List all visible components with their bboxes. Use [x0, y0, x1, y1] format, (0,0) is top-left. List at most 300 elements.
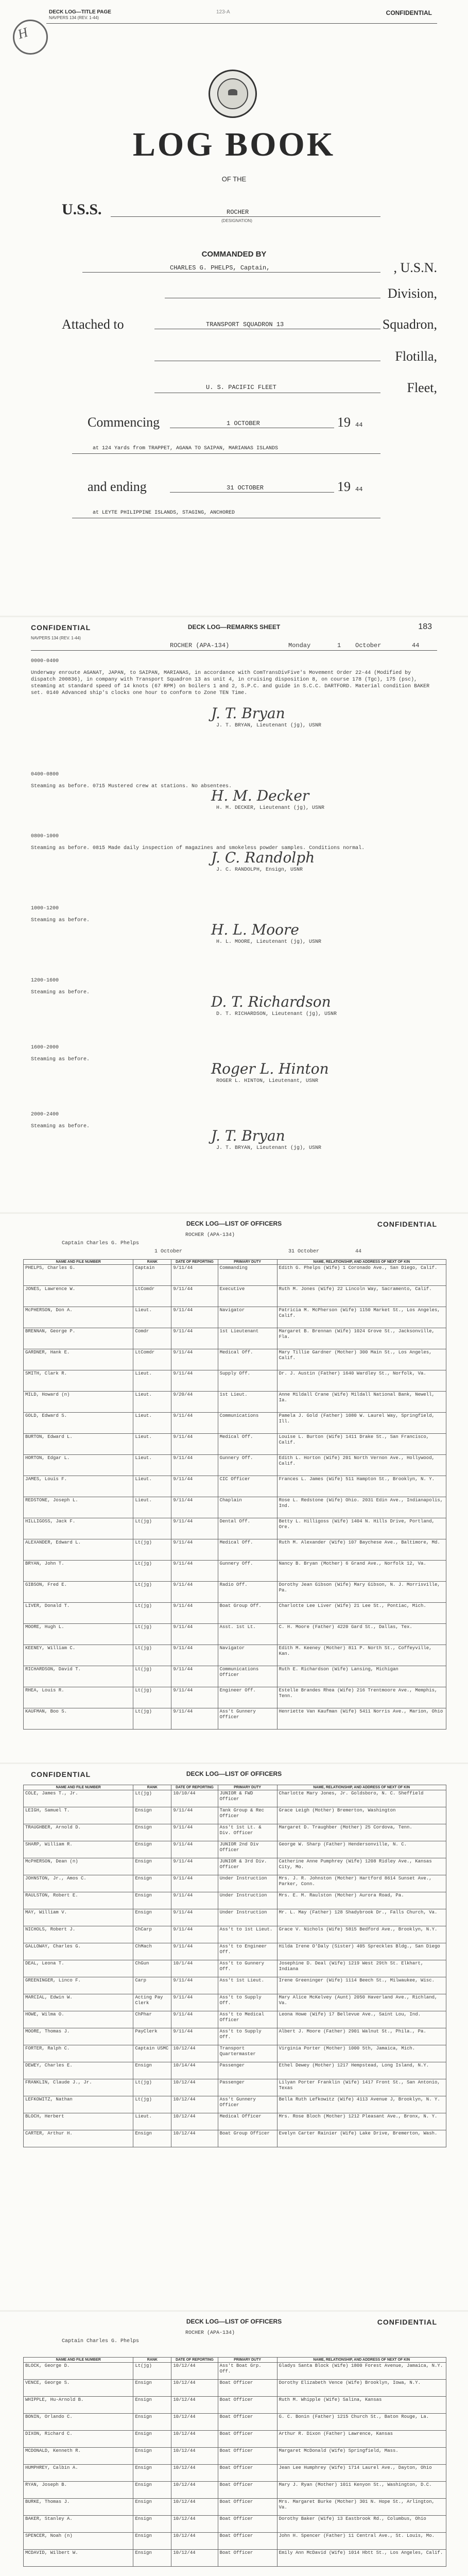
form-id: NAVPERS 134 (REV. 1-44): [49, 15, 99, 20]
officer-name: GIBSON, Fred E.: [24, 1582, 133, 1603]
officer-name: RYAN, Joseph B.: [24, 2482, 133, 2499]
officer-rank: Lt(jg): [133, 1561, 171, 1582]
reporting-date: 10/1/44: [171, 1960, 218, 1977]
table-row: [24, 1687, 446, 1708]
primary-duty: Gunnery Off.: [218, 1561, 277, 1582]
officers-from: 1 October: [154, 1249, 183, 1255]
reporting-date: 9/11/44: [171, 1666, 218, 1687]
next-of-kin: Emily Ann McDavid (Wife) 1014 Hbtt St., Los Angeles, Calif.: [277, 2550, 446, 2567]
officer-rank: Lieut.: [133, 2113, 171, 2130]
officer-name: DEWEY, Charles E.: [24, 2062, 133, 2079]
column-header: NAME AND FILE NUMBER: [24, 1260, 133, 1265]
squadron-value: TRANSPORT SQUADRON 13: [206, 321, 284, 328]
remarks-sheet: [0, 617, 468, 1212]
watch-remarks: Steaming as before. 0815 Made daily inspection of magazines and smokeless powder samples. Conditions normal.: [31, 845, 365, 851]
table-row: [24, 1624, 446, 1645]
officer-name: BURKE, Thomas J.: [24, 2499, 133, 2516]
reporting-date: 9/11/44: [171, 1994, 218, 2011]
primary-duty: Medical Officer: [218, 2113, 277, 2130]
officer-rank: Lieut.: [133, 1307, 171, 1328]
table-row: [24, 1666, 446, 1687]
officer-name: McPHERSON, Dean (n): [24, 1858, 133, 1875]
navy-seal-icon: [209, 70, 257, 118]
officers-header-right: CONFIDENTIAL: [377, 1220, 437, 1228]
officers-ship: ROCHER (APA-134): [185, 1232, 235, 1238]
officer-name: GREENINGER, Linco F.: [24, 1977, 133, 1994]
table-row: [24, 2414, 446, 2431]
table-row: [24, 1518, 446, 1539]
officer-name: DEAL, Leona T.: [24, 1960, 133, 1977]
officer-name: MOORE, Hugh L.: [24, 1624, 133, 1645]
table-row: [24, 1413, 446, 1434]
watch-remarks: Steaming as before.: [31, 918, 90, 923]
next-of-kin: Hilda Irene O'Daly (Sister) 405 Spreckles Bldg., San Diego: [277, 1943, 446, 1960]
reporting-date: 9/11/44: [171, 1977, 218, 1994]
remarks-year: 44: [412, 642, 420, 649]
table-row: [24, 1708, 446, 1730]
reporting-date: 10/12/44: [171, 2363, 218, 2380]
officer-name: BRENNAN, George P.: [24, 1328, 133, 1349]
next-of-kin: Frances L. James (Wife) 511 Hampton St., Brooklyn, N. Y.: [277, 1476, 446, 1497]
officer-name: MCDAVID, Wilbert W.: [24, 2550, 133, 2567]
next-of-kin: Dorothy Elizabeth Vence (Wife) Brooklyn, Iowa, N.Y.: [277, 2380, 446, 2397]
table-row: [24, 2363, 446, 2380]
primary-duty: Ass't to Supply Off.: [218, 2028, 277, 2045]
officer-rank: Ensign: [133, 2516, 171, 2533]
primary-duty: Under Instruction: [218, 1909, 277, 1926]
reporting-date: 10/12/44: [171, 2533, 218, 2550]
watch-period: 2000-2400: [31, 1112, 59, 1117]
table-row: [24, 1476, 446, 1497]
column-header: PRIMARY DUTY: [218, 2358, 277, 2363]
officer-name: VENCE, George S.: [24, 2380, 133, 2397]
reporting-date: 9/11/44: [171, 1265, 218, 1286]
primary-duty: Boat Officer: [218, 2414, 277, 2431]
primary-duty: Boat Group Officer: [218, 2130, 277, 2147]
next-of-kin: Edith M. Keeney (Mother) 811 P. North St., Coffeyville, Kan.: [277, 1645, 446, 1666]
officer-name: RHEA, Louis R.: [24, 1687, 133, 1708]
primary-duty: Medical Off.: [218, 1434, 277, 1455]
table-row: [24, 2380, 446, 2397]
officer-name: MAY, William V.: [24, 1909, 133, 1926]
reporting-date: 9/11/44: [171, 1603, 218, 1624]
next-of-kin: Rose L. Redstone (Wife) Ohio. 2031 Edin Ave., Indianapolis, Ind.: [277, 1497, 446, 1518]
reporting-date: 9/11/44: [171, 1476, 218, 1497]
reporting-date: 9/11/44: [171, 1909, 218, 1926]
officer-rank: Lt(jg): [133, 1518, 171, 1539]
officer-name: McPHERSON, Don A.: [24, 1307, 133, 1328]
officer-rank: Lieut.: [133, 1434, 171, 1455]
primary-duty: Ass't to Medical Officer: [218, 2011, 277, 2028]
reporting-date: 9/11/44: [171, 1687, 218, 1708]
reporting-date: 9/11/44: [171, 1807, 218, 1824]
officer-rank: Ensign: [133, 1858, 171, 1875]
remarks-form-id: NAVPERS 134 (REV. 1-44): [31, 636, 81, 640]
primary-duty: Boat Officer: [218, 2499, 277, 2516]
officer-rank: Captain: [133, 1265, 171, 1286]
next-of-kin: Grace V. Nichols (Wife) 5815 Bedford Ave., Brooklyn, N.Y.: [277, 1926, 446, 1943]
officer-name: LIVER, Donald T.: [24, 1603, 133, 1624]
primary-duty: Boat Officer: [218, 2516, 277, 2533]
officer-rank: Ensign: [133, 2397, 171, 2414]
watch-period: 0800-1000: [31, 834, 59, 839]
primary-duty: 1st Lieutenant: [218, 1328, 277, 1349]
officers-header-center: DECK LOG—LIST OF OFFICERS: [186, 1220, 282, 1227]
officer-rank: ChPhar: [133, 2011, 171, 2028]
officer-name: MOORE, Thomas J.: [24, 2028, 133, 2045]
officer-rank: Lieut.: [133, 1413, 171, 1434]
primary-duty: Asst. 1st Lt.: [218, 1624, 277, 1645]
next-of-kin: Mrs. Rose Bloch (Mother) 1212 Pleasant Ave., Bronx, N. Y.: [277, 2113, 446, 2130]
officer-name: DIXON, Richard C.: [24, 2431, 133, 2448]
commanded-by: COMMANDED BY: [201, 250, 267, 259]
table-row: [24, 2465, 446, 2482]
commencing-at: at 124 Yards from TRAPPET, AGANA TO SAIPAN, MARIANAS ISLANDS: [93, 446, 279, 451]
table-row: [24, 1307, 446, 1328]
reporting-date: 9/11/44: [171, 1518, 218, 1539]
commencing-label: Commencing: [88, 415, 160, 430]
next-of-kin: C. H. Moore (Father) 4220 Gard St., Dallas, Tex.: [277, 1624, 446, 1645]
table-row: [24, 1790, 446, 1807]
column-header: PRIMARY DUTY: [218, 1260, 277, 1265]
reporting-date: 10/10/44: [171, 1790, 218, 1807]
officer-name: LEIGH, Samuel T.: [24, 1807, 133, 1824]
column-header: RANK: [133, 1260, 171, 1265]
column-header: DATE OF REPORTING: [171, 1260, 218, 1265]
officer-rank: Ensign: [133, 2380, 171, 2397]
primary-duty: Tank Group & Rec Officer: [218, 1807, 277, 1824]
table-row: [24, 2096, 446, 2113]
officers3-header-center: DECK LOG—LIST OF OFFICERS: [186, 2318, 282, 2325]
division-label: Division,: [387, 286, 437, 301]
primary-duty: Dental Off.: [218, 1518, 277, 1539]
reporting-date: 9/11/44: [171, 1645, 218, 1666]
reporting-date: 10/12/44: [171, 2113, 218, 2130]
officers-commander: Captain Charles G. Phelps: [62, 1241, 140, 1246]
officer-signature: J. T. Bryan: [211, 705, 285, 722]
table-row: [24, 2431, 446, 2448]
reporting-date: 9/11/44: [171, 1328, 218, 1349]
officer-name: NICHOLS, Robert J.: [24, 1926, 133, 1943]
column-header: NAME AND FILE NUMBER: [24, 2358, 133, 2363]
table-row: [24, 1434, 446, 1455]
officer-rank: Ensign: [133, 2414, 171, 2431]
reporting-date: 9/11/44: [171, 1824, 218, 1841]
primary-duty: Boat Officer: [218, 2397, 277, 2414]
officer-name: JONES, Lawrence W.: [24, 1286, 133, 1307]
next-of-kin: Charlotte Mary Jones, Jr. Goldsboro, N. C. Sheffield: [277, 1790, 446, 1807]
next-of-kin: Gladys Santa Block (Wife) 1800 Forest Avenue, Jamaica, N.Y.: [277, 2363, 446, 2380]
column-header: NAME, RELATIONSHIP, AND ADDRESS OF NEXT OF KIN: [277, 1785, 446, 1790]
table-row: [24, 1265, 446, 1286]
table-row: [24, 1875, 446, 1892]
next-of-kin: Jean Lee Humphrey (Wife) 1714 Laurel Ave., Dayton, Ohio: [277, 2465, 446, 2482]
next-of-kin: Edith L. Horton (Wife) 201 North Vernon Ave., Hollywood, Calif.: [277, 1455, 446, 1476]
next-of-kin: Mrs. J. R. Johnston (Mother) Hartford 8614 Sunset Ave., Parker, Conn.: [277, 1875, 446, 1892]
primary-duty: Navigator: [218, 1307, 277, 1328]
next-of-kin: Ethel Dewey (Mother) 1217 Hempstead, Long Island, N.Y.: [277, 2062, 446, 2079]
table-row: [24, 2448, 446, 2465]
signature-line: J. T. BRYAN, Lieutenant (jg), USNR: [216, 723, 322, 728]
ending-value: 31 OCTOBER: [227, 484, 264, 492]
officer-name: MARCIAL, Edwin W.: [24, 1994, 133, 2011]
officer-name: BONIN, Orlando C.: [24, 2414, 133, 2431]
next-of-kin: Anne Mildall Crane (Wife) Mildall National Bank, Newell, Ia.: [277, 1392, 446, 1413]
primary-duty: JUNIOR & FWD Officer: [218, 1790, 277, 1807]
officer-signature: H. L. Moore: [211, 921, 299, 938]
primary-duty: Boat Officer: [218, 2431, 277, 2448]
table-row: [24, 2130, 446, 2147]
table-row: [24, 1582, 446, 1603]
table-row: [24, 1943, 446, 1960]
remarks-month: October: [355, 642, 382, 649]
officer-rank: LtComdr: [133, 1349, 171, 1370]
reporting-date: 9/11/44: [171, 1349, 218, 1370]
column-header: NAME, RELATIONSHIP, AND ADDRESS OF NEXT OF KIN: [277, 1260, 446, 1265]
reporting-date: 10/12/44: [171, 2380, 218, 2397]
officer-rank: Lieut.: [133, 1497, 171, 1518]
officer-rank: Lt(jg): [133, 1582, 171, 1603]
reporting-date: 10/12/44: [171, 2516, 218, 2533]
officer-name: JOHNSTON, Jr., Amos C.: [24, 1875, 133, 1892]
year-value: 44: [355, 421, 363, 429]
officer-rank: Ensign: [133, 2482, 171, 2499]
usn-label: , U.S.N.: [393, 260, 437, 275]
ending-at: at LEYTE PHILIPPINE ISLANDS, STAGING, ANCHORED: [93, 510, 235, 516]
reporting-date: 9/11/44: [171, 1926, 218, 1943]
officer-name: WHIPPLE, Hu-Arnold B.: [24, 2397, 133, 2414]
designation-label: (DESIGNATION): [221, 218, 252, 223]
signature-line: H. M. DECKER, Lieutenant (jg), USNR: [216, 805, 325, 811]
primary-duty: Communications Officer: [218, 1666, 277, 1687]
officer-rank: PayClerk: [133, 2028, 171, 2045]
officer-rank: Comdr: [133, 1328, 171, 1349]
primary-duty: JUNIOR & 3rd Div. Officer: [218, 1858, 277, 1875]
primary-duty: JUNIOR 2nd Div Officer: [218, 1841, 277, 1858]
table-row: [24, 2482, 446, 2499]
reporting-date: 9/11/44: [171, 1582, 218, 1603]
next-of-kin: Dorothy Jean Gibson (Wife) Mary Gibson, N. J. Morrisville, Pa.: [277, 1582, 446, 1603]
officer-rank: Lieut.: [133, 1476, 171, 1497]
reporting-date: 9/11/44: [171, 1841, 218, 1858]
officer-name: MILD, Howard (n): [24, 1392, 133, 1413]
officer-rank: Lt(jg): [133, 2079, 171, 2096]
reporting-date: 9/11/44: [171, 1875, 218, 1892]
next-of-kin: Ruth M. Alexander (Wife) 107 Baychese Ave., Baltimore, Md.: [277, 1539, 446, 1561]
reporting-date: 9/11/44: [171, 1624, 218, 1645]
table-row: [24, 1539, 446, 1561]
reporting-date: 10/12/44: [171, 2130, 218, 2147]
primary-duty: Ass't Gunnery Officer: [218, 1708, 277, 1730]
next-of-kin: Betty L. Hilligoss (Wife) 1404 N. Hills Drive, Portland, Ore.: [277, 1518, 446, 1539]
officer-rank: ChGun: [133, 1960, 171, 1977]
primary-duty: Under Instruction: [218, 1875, 277, 1892]
signature-line: J. C. RANDOLPH, Ensign, USNR: [216, 867, 303, 873]
primary-duty: Radio Off.: [218, 1582, 277, 1603]
officer-rank: Lt(jg): [133, 1539, 171, 1561]
officer-name: REDSTONE, Joseph L.: [24, 1497, 133, 1518]
officer-name: BURTON, Edward L.: [24, 1434, 133, 1455]
table-row: [24, 2550, 446, 2567]
table-row: [24, 1328, 446, 1349]
officer-name: BRYAN, John T.: [24, 1561, 133, 1582]
table-row: [24, 2113, 446, 2130]
reporting-date: 9/11/44: [171, 1370, 218, 1392]
next-of-kin: Margaret McDonald (Wife) Springfield, Mass.: [277, 2448, 446, 2465]
table-row: [24, 2011, 446, 2028]
of-the-label: OF THE: [221, 175, 247, 183]
officer-signature: Roger L. Hinton: [211, 1060, 329, 1077]
remarks-page-num: 183: [418, 622, 432, 631]
primary-duty: Passenger: [218, 2062, 277, 2079]
next-of-kin: Estelle Brandes Rhea (Wife) 216 Trentmoore Ave., Memphis, Tenn.: [277, 1687, 446, 1708]
next-of-kin: Evelyn Carter Rainier (Wife) Lake Drive, Bremerton, Wash.: [277, 2130, 446, 2147]
table-row: [24, 1286, 446, 1307]
table-row: [24, 1824, 446, 1841]
officer-name: SHARP, William R.: [24, 1841, 133, 1858]
reporting-date: 10/12/44: [171, 2414, 218, 2431]
watch-remarks: Steaming as before.: [31, 1057, 90, 1062]
reporting-date: 9/11/44: [171, 1497, 218, 1518]
signature-line: ROGER L. HINTON, Lieutenant, USNR: [216, 1078, 319, 1084]
officers-year: 44: [355, 1249, 362, 1255]
table-row: [24, 1926, 446, 1943]
officer-rank: Ensign: [133, 2130, 171, 2147]
watch-period: 0400-0800: [31, 772, 59, 777]
title-header-left: DECK LOG—TITLE PAGE: [49, 9, 111, 15]
year2-label: 19: [337, 479, 351, 494]
next-of-kin: Bella Ruth Lefkowitz (Wife) 4113 Avenue J, Brooklyn, N. Y.: [277, 2096, 446, 2113]
reporting-date: 10/12/44: [171, 2079, 218, 2096]
officer-name: MCDONALD, Kenneth R.: [24, 2448, 133, 2465]
officer-name: TRAUGHBER, Arnold D.: [24, 1824, 133, 1841]
next-of-kin: Mary Alice McKelvey (Aunt) 2050 Haverland Ave., Richland, Va.: [277, 1994, 446, 2011]
circle-stamp-text: H: [15, 24, 30, 42]
primary-duty: Ass't 1st Lt. & Div. Officer: [218, 1824, 277, 1841]
officer-rank: Ensign: [133, 1892, 171, 1909]
table-row: [24, 1858, 446, 1875]
signature-line: J. T. BRYAN, Lieutenant (jg), USNR: [216, 1145, 322, 1151]
primary-duty: Ass't to Supply Off.: [218, 1994, 277, 2011]
officer-rank: Ensign: [133, 2465, 171, 2482]
officer-signature: J. C. Randolph: [211, 849, 315, 866]
table-row: [24, 2397, 446, 2414]
column-header: RANK: [133, 1785, 171, 1790]
reporting-date: 9/11/44: [171, 2011, 218, 2028]
reporting-date: 10/12/44: [171, 2482, 218, 2499]
next-of-kin: Patricia M. McPherson (Wife) 1150 Market St., Los Angeles, Calif.: [277, 1307, 446, 1328]
officers-page-3: [0, 2312, 468, 2576]
signature-line: D. T. RICHARDSON, Lieutenant (jg), USNR: [216, 1011, 337, 1017]
primary-duty: Boat Officer: [218, 2482, 277, 2499]
officer-rank: Acting Pay Clerk: [133, 1994, 171, 2011]
primary-duty: Boat Officer: [218, 2465, 277, 2482]
next-of-kin: Dorothy Baker (Wife) 13 Eastbrook Rd., Columbus, Ohio: [277, 2516, 446, 2533]
officer-name: GOLD, Edward S.: [24, 1413, 133, 1434]
table-row: [24, 1841, 446, 1858]
officer-name: BLOCK, George D.: [24, 2363, 133, 2380]
next-of-kin: Charlotte Lee Liver (Wife) 21 Lee St., Pontiac, Mich.: [277, 1603, 446, 1624]
officer-rank: Ensign: [133, 2550, 171, 2567]
officer-rank: Ensign: [133, 2062, 171, 2079]
officer-rank: Lt(jg): [133, 1708, 171, 1730]
primary-duty: 1st Lieut.: [218, 1392, 277, 1413]
primary-duty: Gunnery Off.: [218, 1455, 277, 1476]
next-of-kin: Ruth M. Jones (Wife) 22 Lincoln Way, Sacramento, Calif.: [277, 1286, 446, 1307]
officer-rank: Ensign: [133, 1807, 171, 1824]
title-page: [0, 0, 468, 616]
remarks-day: 1: [337, 642, 341, 649]
reporting-date: 9/20/44: [171, 1392, 218, 1413]
next-of-kin: Albert J. Moore (Father) 2901 Walnut St., Phila., Pa.: [277, 2028, 446, 2045]
table-row: [24, 1497, 446, 1518]
next-of-kin: G. C. Bonin (Father) 1215 Church St., Baton Rouge, La.: [277, 2414, 446, 2431]
officer-name: KAUFMAN, Boo S.: [24, 1708, 133, 1730]
officer-name: BAKER, Stanley A.: [24, 2516, 133, 2533]
officer-rank: Lt(jg): [133, 1687, 171, 1708]
reporting-date: 10/12/44: [171, 2431, 218, 2448]
officer-rank: Ensign: [133, 1909, 171, 1926]
officers-to: 31 October: [288, 1249, 320, 1255]
officer-rank: Captain USMC: [133, 2045, 171, 2062]
officers3-header-right: CONFIDENTIAL: [377, 2318, 437, 2326]
officer-name: BLOCH, Herbert: [24, 2113, 133, 2130]
table-row: [24, 2045, 446, 2062]
officer-name: SMITH, Clark R.: [24, 1370, 133, 1392]
year2-value: 44: [355, 486, 363, 493]
reporting-date: 9/11/44: [171, 1539, 218, 1561]
ship-name: ROCHER: [227, 209, 249, 216]
primary-duty: Communications: [218, 1413, 277, 1434]
officers-page-2: [0, 1764, 468, 2310]
reporting-date: 9/11/44: [171, 1858, 218, 1875]
primary-duty: Ass't to Engineer Off.: [218, 1943, 277, 1960]
column-header: NAME AND FILE NUMBER: [24, 1785, 133, 1790]
officer-name: RAULSTON, Robert E.: [24, 1892, 133, 1909]
next-of-kin: Arthur R. Dixon (Father) Lawrence, Kansas: [277, 2431, 446, 2448]
officer-name: LEFKOWITZ, Nathan: [24, 2096, 133, 2113]
reporting-date: 9/11/44: [171, 1307, 218, 1328]
officer-rank: ChMach: [133, 1943, 171, 1960]
uss-label: U.S.S.: [62, 201, 102, 218]
column-header: RANK: [133, 2358, 171, 2363]
officer-signature: D. T. Richardson: [211, 993, 331, 1010]
reporting-date: 9/11/44: [171, 1561, 218, 1582]
next-of-kin: Louise L. Burton (Wife) 1411 Drake St., San Francisco, Calif.: [277, 1434, 446, 1455]
next-of-kin: Mr. L. May (Father) 128 Shadybrook Dr., Falls Church, Va.: [277, 1909, 446, 1926]
next-of-kin: Ruth E. Richardson (Wife) Lansing, Michigan: [277, 1666, 446, 1687]
primary-duty: Transport Quartermaster: [218, 2045, 277, 2062]
remarks-ship: ROCHER (APA-134): [170, 642, 230, 649]
officer-name: GALLOWAY, Charles G.: [24, 1943, 133, 1960]
reporting-date: 9/11/44: [171, 1708, 218, 1730]
officer-name: KEENEY, William C.: [24, 1645, 133, 1666]
primary-duty: Under Instruction: [218, 1892, 277, 1909]
officer-name: HILLIGOSS, Jack F.: [24, 1518, 133, 1539]
watch-remarks: Steaming as before. 0715 Mustered crew at stations. No absentees.: [31, 784, 232, 789]
reporting-date: 9/11/44: [171, 1413, 218, 1434]
table-row: [24, 1349, 446, 1370]
officers-table-1: [23, 1259, 446, 1730]
officer-rank: Ensign: [133, 1824, 171, 1841]
officer-rank: Lt(jg): [133, 2363, 171, 2380]
reporting-date: 9/11/44: [171, 1455, 218, 1476]
officer-signature: J. T. Bryan: [211, 1127, 285, 1144]
attached-label: Attached to: [62, 317, 124, 332]
primary-duty: Medical Off.: [218, 1349, 277, 1370]
next-of-kin: Lilyan Porter Franklin (Wife) 1417 Front St., San Antonio, Texas: [277, 2079, 446, 2096]
title-header-right: CONFIDENTIAL: [386, 9, 432, 16]
